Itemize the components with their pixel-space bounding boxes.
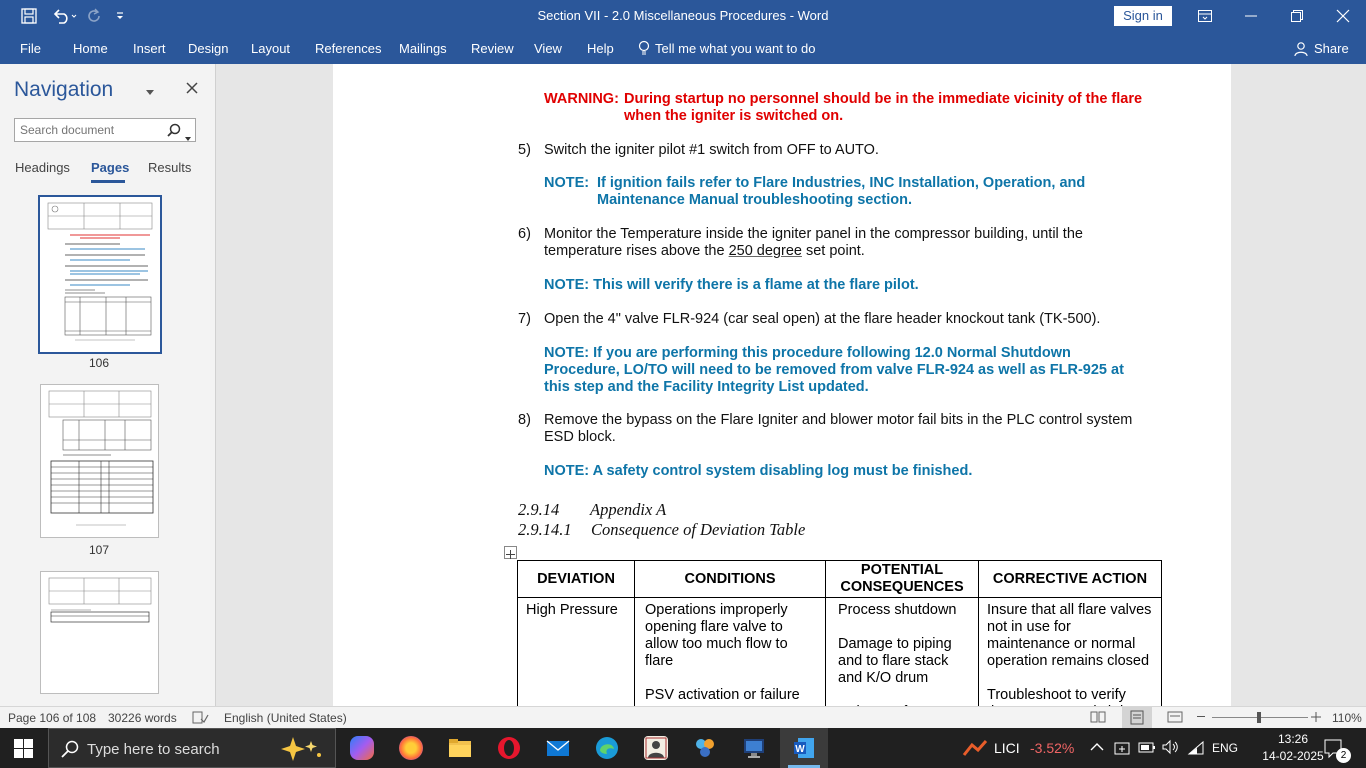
search-input[interactable] xyxy=(18,122,162,138)
web-layout-icon[interactable] xyxy=(1167,710,1183,727)
note-1-line-2: Maintenance Manual troubleshooting section. xyxy=(597,192,912,208)
title-bar xyxy=(0,0,1366,32)
tab-help[interactable]: Help xyxy=(587,41,614,56)
pane-options-icon[interactable] xyxy=(145,84,155,102)
table-header: CONDITIONS xyxy=(635,561,826,598)
edge-icon[interactable] xyxy=(595,736,619,760)
search-icon xyxy=(61,740,79,761)
page-count[interactable]: Page 106 of 108 xyxy=(8,711,97,725)
tab-view[interactable]: View xyxy=(534,41,562,56)
zoom-out-icon[interactable] xyxy=(1197,716,1205,717)
navigation-title: Navigation xyxy=(14,78,114,101)
warning-text-line-2: when the igniter is switched on. xyxy=(624,108,844,124)
person-icon xyxy=(1294,42,1308,56)
network-icon[interactable] xyxy=(1187,740,1205,759)
document-page[interactable] xyxy=(333,64,1231,706)
close-pane-icon[interactable] xyxy=(186,81,198,99)
page-thumbnail-108[interactable] xyxy=(40,571,159,694)
mail-icon[interactable] xyxy=(546,736,570,760)
tab-references[interactable]: References xyxy=(315,41,382,56)
conditions-item: PSV activation or failure xyxy=(645,687,800,703)
step-5-number: 5) xyxy=(518,142,531,158)
read-mode-icon[interactable] xyxy=(1090,710,1106,727)
zoom-slider-thumb[interactable] xyxy=(1257,712,1261,723)
windows-start-icon[interactable] xyxy=(14,739,33,761)
tab-design[interactable]: Design xyxy=(188,41,229,56)
step-6-underlined-value: 250 degree xyxy=(728,243,802,259)
app-cluster-icon[interactable] xyxy=(693,736,717,760)
note-4: NOTE: A safety control system disabling log must be finished. xyxy=(544,463,973,479)
table-cell-deviation: High Pressure xyxy=(518,598,635,722)
lightbulb-icon xyxy=(638,41,650,56)
language-indicator[interactable]: English (United States) xyxy=(224,711,347,725)
heading-table-number: 2.9.14.1 xyxy=(518,520,572,539)
close-icon[interactable] xyxy=(1320,0,1366,32)
table-cell-corrective xyxy=(979,598,1162,722)
battery-icon[interactable] xyxy=(1138,740,1156,757)
firefox-icon[interactable] xyxy=(399,736,423,760)
stock-change[interactable]: -3.52% xyxy=(1030,740,1075,756)
search-document-box[interactable] xyxy=(14,118,196,142)
deviation-table xyxy=(517,560,1162,722)
conditions-item: Operations improperly opening flare valve to allow too much flow to flare xyxy=(645,602,788,669)
heading-table-title: Consequence of Deviation Table xyxy=(591,520,806,539)
warning-label: WARNING: xyxy=(544,91,619,107)
note-1-line-1: If ignition fails refer to Flare Industries, INC Installation, Operation, and xyxy=(597,175,1086,191)
tab-insert[interactable]: Insert xyxy=(133,41,166,56)
consequence-item: Damage to piping and to flare stack and K/O drum xyxy=(838,636,952,686)
tell-me-box[interactable] xyxy=(638,41,815,56)
table-header: CORRECTIVE ACTION xyxy=(979,561,1162,598)
print-layout-icon[interactable] xyxy=(1122,707,1152,728)
search-highlight-icon xyxy=(277,735,325,766)
note-1-label: NOTE: xyxy=(544,175,590,191)
table-cell-consequences xyxy=(826,598,979,722)
page-number-107: 107 xyxy=(88,543,110,557)
consequence-item: Process shutdown xyxy=(838,602,957,618)
show-hidden-icons-chevron-icon[interactable] xyxy=(1090,741,1104,755)
proofing-icon[interactable] xyxy=(192,711,208,727)
tell-me-label: Tell me what you want to do xyxy=(655,41,816,56)
page-preview xyxy=(41,572,158,692)
volume-icon[interactable] xyxy=(1162,739,1180,758)
taskbar-search-box[interactable] xyxy=(48,728,336,768)
heading-appendix-title: Appendix A xyxy=(590,500,667,519)
tab-home[interactable]: Home xyxy=(73,41,108,56)
sign-in-button[interactable]: Sign in xyxy=(1114,6,1172,26)
restore-icon[interactable] xyxy=(1274,0,1320,32)
step-8-number: 8) xyxy=(518,412,531,428)
tab-review[interactable]: Review xyxy=(471,41,514,56)
tab-mailings[interactable]: Mailings xyxy=(399,41,447,56)
share-label: Share xyxy=(1314,41,1349,56)
zoom-level[interactable]: 110% xyxy=(1332,711,1362,725)
step-8-line-2: ESD block. xyxy=(544,429,616,445)
tab-layout[interactable]: Layout xyxy=(251,41,291,56)
contact-card-icon[interactable] xyxy=(644,736,668,760)
active-tab-indicator xyxy=(91,180,125,183)
stock-icon xyxy=(962,739,988,760)
notification-count-badge: 2 xyxy=(1336,748,1351,763)
minimize-icon[interactable] xyxy=(1228,0,1274,32)
tab-headings[interactable]: Headings xyxy=(15,160,70,175)
stock-ticker[interactable]: LICI xyxy=(994,740,1020,756)
search-icon[interactable] xyxy=(167,123,181,142)
clock-time[interactable]: 13:26 xyxy=(1277,732,1309,746)
gray-margin-right xyxy=(1232,64,1366,706)
page-preview xyxy=(41,385,158,537)
page-preview xyxy=(40,197,160,352)
step-6-text-a: temperature rises above the xyxy=(544,243,729,259)
page-thumbnail-107[interactable] xyxy=(40,384,159,538)
step-6-text-c: set point. xyxy=(801,243,865,259)
note-3-line-2: Procedure, LO/TO will need to be removed from valve FLR-924 as well as FLR-925 at xyxy=(544,362,1124,378)
table-row xyxy=(518,598,1162,722)
step-7-text: Open the 4" valve FLR-924 (car seal open) at the flare header knockout tank (TK-500). xyxy=(544,311,1101,327)
word-icon xyxy=(792,736,816,760)
step-8-line-1: Remove the bypass on the Flare Igniter and blower motor fail bits in the PLC control system xyxy=(544,412,1133,428)
windows-taskbar xyxy=(0,728,1366,768)
page-number-106: 106 xyxy=(88,356,110,370)
meet-now-icon[interactable] xyxy=(1114,740,1130,759)
step-7-number: 7) xyxy=(518,311,531,327)
screen-app-icon[interactable] xyxy=(742,736,766,760)
table-move-handle-icon[interactable] xyxy=(504,546,517,559)
opera-icon[interactable] xyxy=(497,736,521,760)
search-options-icon[interactable] xyxy=(185,128,191,146)
warning-text-line-1: During startup no personnel should be in the immediate vicinity of the flare xyxy=(624,91,1143,107)
clock-date[interactable]: 14-02-2025 xyxy=(1262,749,1324,763)
tab-pages[interactable]: Pages xyxy=(91,160,130,175)
tab-results[interactable]: Results xyxy=(148,160,192,175)
corrective-item: Troubleshoot to verify xyxy=(987,687,1126,703)
table-cell-conditions xyxy=(635,598,826,722)
note-2: NOTE: This will verify there is a flame at the flare pilot. xyxy=(544,277,919,293)
gray-margin-left xyxy=(216,64,333,706)
svg-text:W: W xyxy=(795,744,805,755)
document-title: Section VII - 2.0 Miscellaneous Procedures - Word xyxy=(537,8,829,23)
table-header: DEVIATION xyxy=(518,561,635,598)
word-taskbar-button[interactable] xyxy=(780,728,828,768)
page-thumbnail-106[interactable] xyxy=(38,195,162,354)
zoom-in-icon[interactable] xyxy=(1311,711,1321,725)
ribbon-display-options-icon[interactable] xyxy=(1182,0,1228,32)
heading-appendix-number: 2.9.14 xyxy=(518,500,560,519)
ribbon-tabs xyxy=(0,32,1366,64)
input-language[interactable]: ENG xyxy=(1212,741,1239,755)
tab-file[interactable]: File xyxy=(20,41,41,56)
word-count[interactable]: 30226 words xyxy=(108,711,177,725)
corrective-item: Insure that all flare valves not in use for maintenance or normal operation remains closed xyxy=(987,602,1152,669)
step-6-number: 6) xyxy=(518,226,531,242)
taskbar-search-placeholder: Type here to search xyxy=(87,741,220,758)
note-3-line-1: NOTE: If you are performing this procedure following 12.0 Normal Shutdown xyxy=(544,345,1071,361)
step-6-line-1: Monitor the Temperature inside the igniter panel in the compressor building, until the xyxy=(544,226,1083,242)
step-5-text: Switch the igniter pilot #1 switch from OFF to AUTO. xyxy=(544,142,879,158)
table-header: POTENTIAL CONSEQUENCES xyxy=(826,561,979,598)
step-6-line-2 xyxy=(544,243,865,260)
navigation-pane xyxy=(0,64,216,706)
copilot-icon[interactable] xyxy=(350,736,374,760)
note-3-line-3: this step and the Facility Integrity List updated. xyxy=(544,379,869,395)
file-explorer-icon[interactable] xyxy=(448,736,472,760)
share-button[interactable] xyxy=(1294,41,1349,56)
status-bar xyxy=(0,706,1366,729)
